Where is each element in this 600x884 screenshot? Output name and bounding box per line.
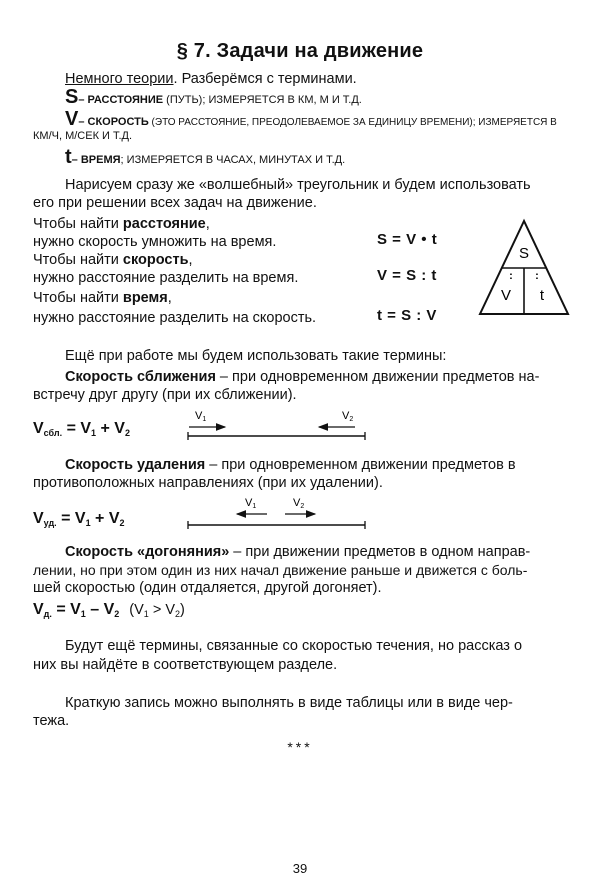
rule-pre: Чтобы найти	[33, 216, 123, 232]
page-title: § 7. Задачи на движение	[176, 40, 424, 62]
approach-speed-formula	[33, 420, 130, 438]
catchup-speed-formula	[33, 601, 185, 619]
rule-distance-title	[33, 215, 210, 234]
formula-sub1: 1	[80, 609, 86, 619]
formula-distance: S = V • t	[377, 231, 438, 248]
triangle-colon-left: :	[509, 270, 513, 282]
arrow-label-v2: V2	[342, 410, 354, 423]
formula-eq: = V	[56, 510, 86, 527]
rule-post: ,	[205, 216, 210, 232]
formula-sub2: 2	[119, 518, 125, 528]
removal-speed-diagram	[185, 494, 375, 534]
rule-speed-title	[33, 251, 193, 270]
magic-triangle-diagram	[476, 218, 572, 320]
formula-v: V	[33, 601, 44, 618]
catchup-speed-line1	[65, 543, 530, 562]
rule-time-title	[33, 289, 172, 308]
condition-sub2: 2	[175, 609, 181, 619]
rule-distance-how: нужно скорость умножить на время.	[33, 234, 277, 250]
rule-pre: Чтобы найти	[33, 290, 123, 306]
term-time	[65, 146, 345, 169]
formula-sub: сбл.	[43, 428, 63, 438]
rule-term-distance: расстояние	[122, 216, 206, 232]
rule-term-time: время	[122, 290, 168, 306]
removal-speed-line1	[65, 456, 516, 475]
theory-intro-rest: . Разберёмся с терминами.	[173, 71, 357, 87]
t-name: – ВРЕМЯ	[71, 154, 121, 166]
more-terms-intro: Ещё при работе мы будем использовать такие термины:	[65, 348, 447, 364]
triangle-t-label: t	[539, 287, 545, 304]
formula-sub1: 1	[91, 428, 97, 438]
condition-sub1: 1	[143, 609, 149, 619]
formula-sub2: 2	[114, 609, 120, 619]
arrow-label-v2: V2	[293, 497, 305, 510]
formula-speed: V = S : t	[377, 267, 437, 284]
record-note-line2: тежа.	[33, 713, 70, 729]
arrow-label-v1: V1	[245, 497, 257, 510]
removal-speed-desc: – при одновременном движении предметов в	[205, 457, 516, 473]
formula-eq: = V	[51, 601, 81, 618]
removal-speed-formula	[33, 510, 125, 528]
catchup-condition	[129, 602, 185, 618]
rule-time-how: нужно расстояние разделить на скорость.	[33, 310, 317, 326]
formula-sub: уд.	[43, 518, 57, 528]
v-letter: V	[65, 108, 79, 130]
triangle-intro-line2: его при решении всех задач на движение.	[33, 195, 317, 211]
formula-sub2: 2	[124, 428, 130, 438]
approach-speed-term: Скорость сближения	[65, 369, 216, 385]
formula-sub1: 1	[85, 518, 91, 528]
section-end-stars: ***	[287, 739, 313, 755]
approach-speed-line2: встречу друг другу (при их сближении).	[33, 387, 297, 403]
removal-speed-term: Скорость удаления	[65, 457, 206, 473]
rule-post: ,	[188, 252, 193, 268]
condition-open: (V	[129, 602, 144, 618]
condition-close: )	[180, 602, 185, 618]
rule-term-speed: скорость	[122, 252, 189, 268]
formula-v: V	[33, 420, 44, 437]
formula-v: V	[33, 510, 44, 527]
record-note-line1: Краткую запись можно выполнять в виде таблицы или в виде чер-	[65, 695, 513, 711]
approach-speed-desc: – при одновременном движении предметов на-	[215, 369, 540, 385]
page-number: 39	[292, 861, 308, 876]
catchup-speed-line2: лении, но при этом один из них начал движение раньше и движется с боль-	[33, 562, 528, 578]
current-note-line2: них вы найдёте в соответствующем разделе.	[33, 657, 338, 673]
t-letter: t	[65, 146, 72, 168]
formula-plus: + V	[90, 510, 120, 527]
catchup-speed-term: Скорость «догоняния»	[65, 544, 230, 560]
rule-post: ,	[167, 290, 172, 306]
formula-sub: д.	[43, 609, 52, 619]
triangle-intro-line1: Нарисуем сразу же «волшебный» треугольник и будем использовать	[65, 177, 531, 193]
s-name: – РАССТОЯНИЕ	[78, 94, 164, 106]
formula-time: t = S : V	[377, 307, 437, 324]
term-distance	[65, 86, 362, 109]
condition-gt: > V	[148, 602, 176, 618]
catchup-speed-line3: шей скоростью (один отдаляется, другой догоняет).	[33, 580, 382, 596]
term-speed	[65, 108, 557, 131]
triangle-s-label: S	[518, 245, 530, 262]
rule-pre: Чтобы найти	[33, 252, 123, 268]
v-name: – СКОРОСТЬ	[78, 116, 149, 128]
current-note-line1: Будут ещё термины, связанные со скоростью течения, но рассказ о	[65, 638, 523, 654]
catchup-speed-desc: – при движении предметов в одном направ-	[229, 544, 531, 560]
formula-plus: + V	[96, 420, 125, 437]
formula-minus: – V	[85, 601, 115, 618]
theory-intro-underlined: Немного теории	[65, 71, 174, 87]
triangle-colon-right: :	[535, 270, 539, 282]
t-desc: ; ИЗМЕРЯЕТСЯ В ЧАСАХ, МИНУТАХ И Т.Д.	[120, 154, 346, 166]
v-desc: (ЭТО РАССТОЯНИЕ, ПРЕОДОЛЕВАЕМОЕ ЗА ЕДИНИЦУ ВРЕМЕНИ); ИЗМЕРЯЕТСЯ В	[148, 117, 557, 128]
approach-speed-line1	[65, 368, 539, 387]
formula-eq: = V	[62, 420, 92, 437]
s-letter: S	[65, 86, 79, 108]
arrow-label-v1: V1	[195, 410, 207, 423]
s-desc: (ПУТЬ); ИЗМЕРЯЕТСЯ В КМ, М И Т.Д.	[163, 94, 362, 106]
rule-speed-how: нужно расстояние разделить на время.	[33, 270, 299, 286]
removal-speed-line2: противоположных направлениях (при их удалении).	[33, 475, 383, 491]
v-desc-cont: КМ/Ч, М/СЕК И Т.Д.	[33, 130, 133, 142]
approach-speed-diagram	[185, 404, 375, 444]
triangle-v-label: V	[500, 287, 512, 304]
